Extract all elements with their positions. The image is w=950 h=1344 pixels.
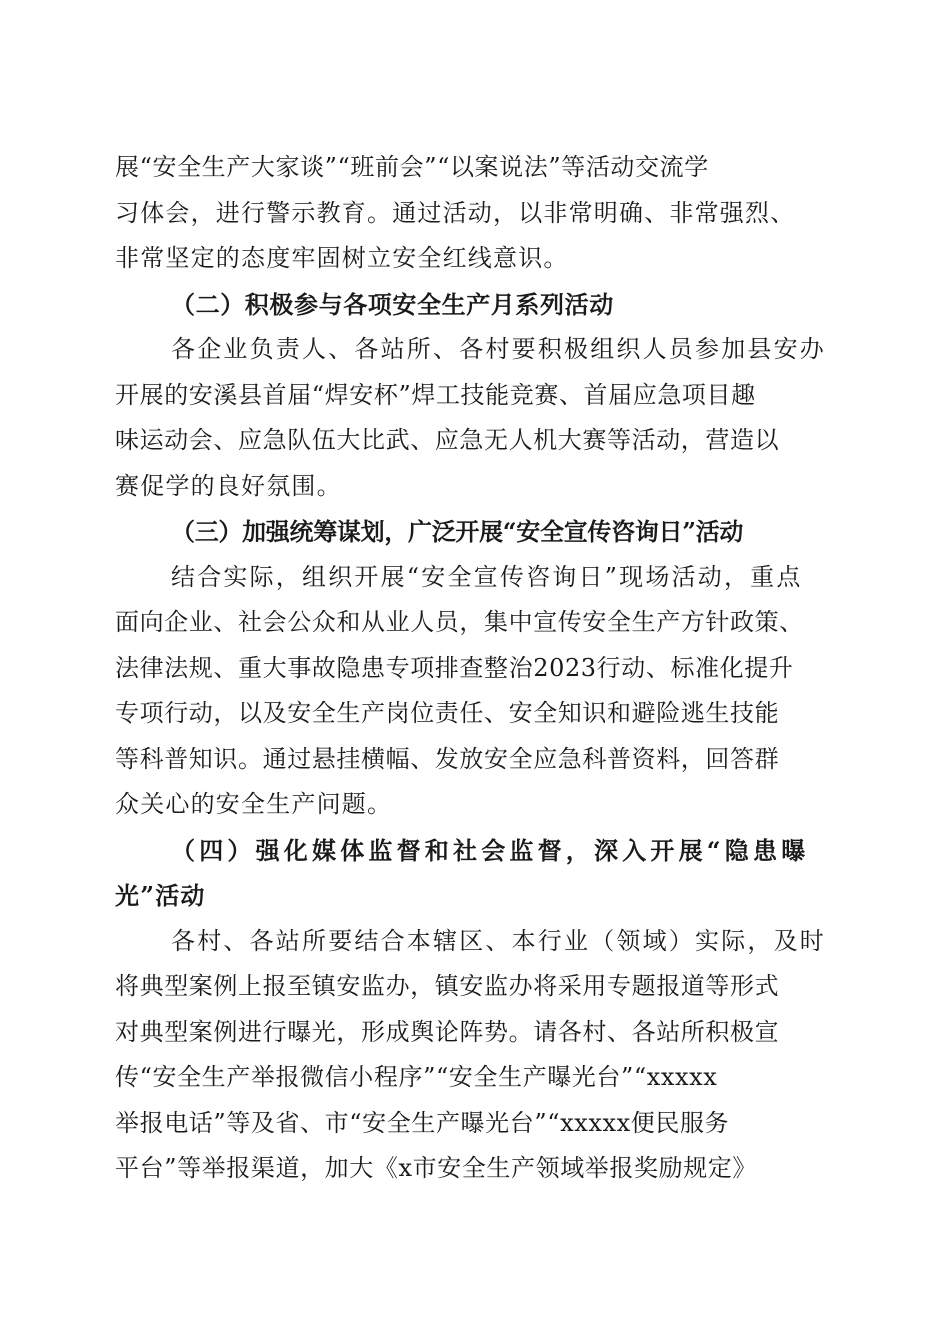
text-line: 各企业负责人、各站所、各村要积极组织人员参加县安办: [171, 335, 826, 363]
text-line: 将典型案例上报至镇安监办，镇安监办将采用专题报道等形式: [115, 972, 780, 1000]
section-heading-3: （三）加强统筹谋划，广泛开展“安全宣传咨询日”活动: [171, 517, 744, 546]
text-line: 等科普知识。通过悬挂横幅、发放安全应急科普资料，回答群: [115, 744, 780, 773]
text-line: 味运动会、应急队伍大比武、应急无人机大赛等活动，营造以: [115, 426, 780, 454]
text-line: 举报电话”等及省、市“安全生产曝光台”“xxxxx便民服务: [115, 1108, 730, 1137]
section-heading-4-cont: 光”活动: [115, 881, 206, 910]
text-line: 展“安全生产大家谈”“班前会”“以案说法”等活动交流学: [115, 153, 709, 181]
text-line: 平台”等举报渠道，加大《x市安全生产领域举报奖励规定》: [115, 1154, 758, 1182]
text-line: 各村、各站所要结合本辖区、本行业（领域）实际，及时: [171, 926, 826, 955]
text-line: 专项行动，以及安全生产岗位责任、安全知识和避险逃生技能: [115, 699, 780, 727]
text-line: 传“安全生产举报微信小程序”“安全生产曝光台”“xxxxx: [115, 1063, 718, 1091]
text-line: 众关心的安全生产问题。: [115, 790, 393, 818]
text-line: 面向企业、社会公众和从业人员，集中宣传安全生产方针政策、: [115, 608, 804, 636]
text-line: 开展的安溪县首届“焊安杯”焊工技能竞赛、首届应急项目趣: [115, 380, 756, 409]
text-line: 法律法规、重大事故隐患专项排查整治2023行动、标准化提升: [115, 653, 794, 682]
document-page: [115, 145, 840, 1192]
section-heading-4: （四）强化媒体监督和社会监督，深入开展“隐患曝: [171, 835, 810, 865]
text-line: 习体会，进行警示教育。通过活动，以非常明确、非常强烈、: [115, 198, 796, 227]
text-line: 结合实际，组织开展“安全宣传咨询日”现场活动，重点: [171, 562, 803, 591]
text-line: 非常坚定的态度牢固树立安全红线意识。: [115, 244, 569, 272]
text-line: 对典型案例进行曝光，形成舆论阵势。请各村、各站所积极宣: [115, 1017, 780, 1046]
text-line: 赛促学的良好氛围。: [115, 471, 342, 500]
section-heading-2: （二）积极参与各项安全生产月系列活动: [171, 289, 614, 319]
